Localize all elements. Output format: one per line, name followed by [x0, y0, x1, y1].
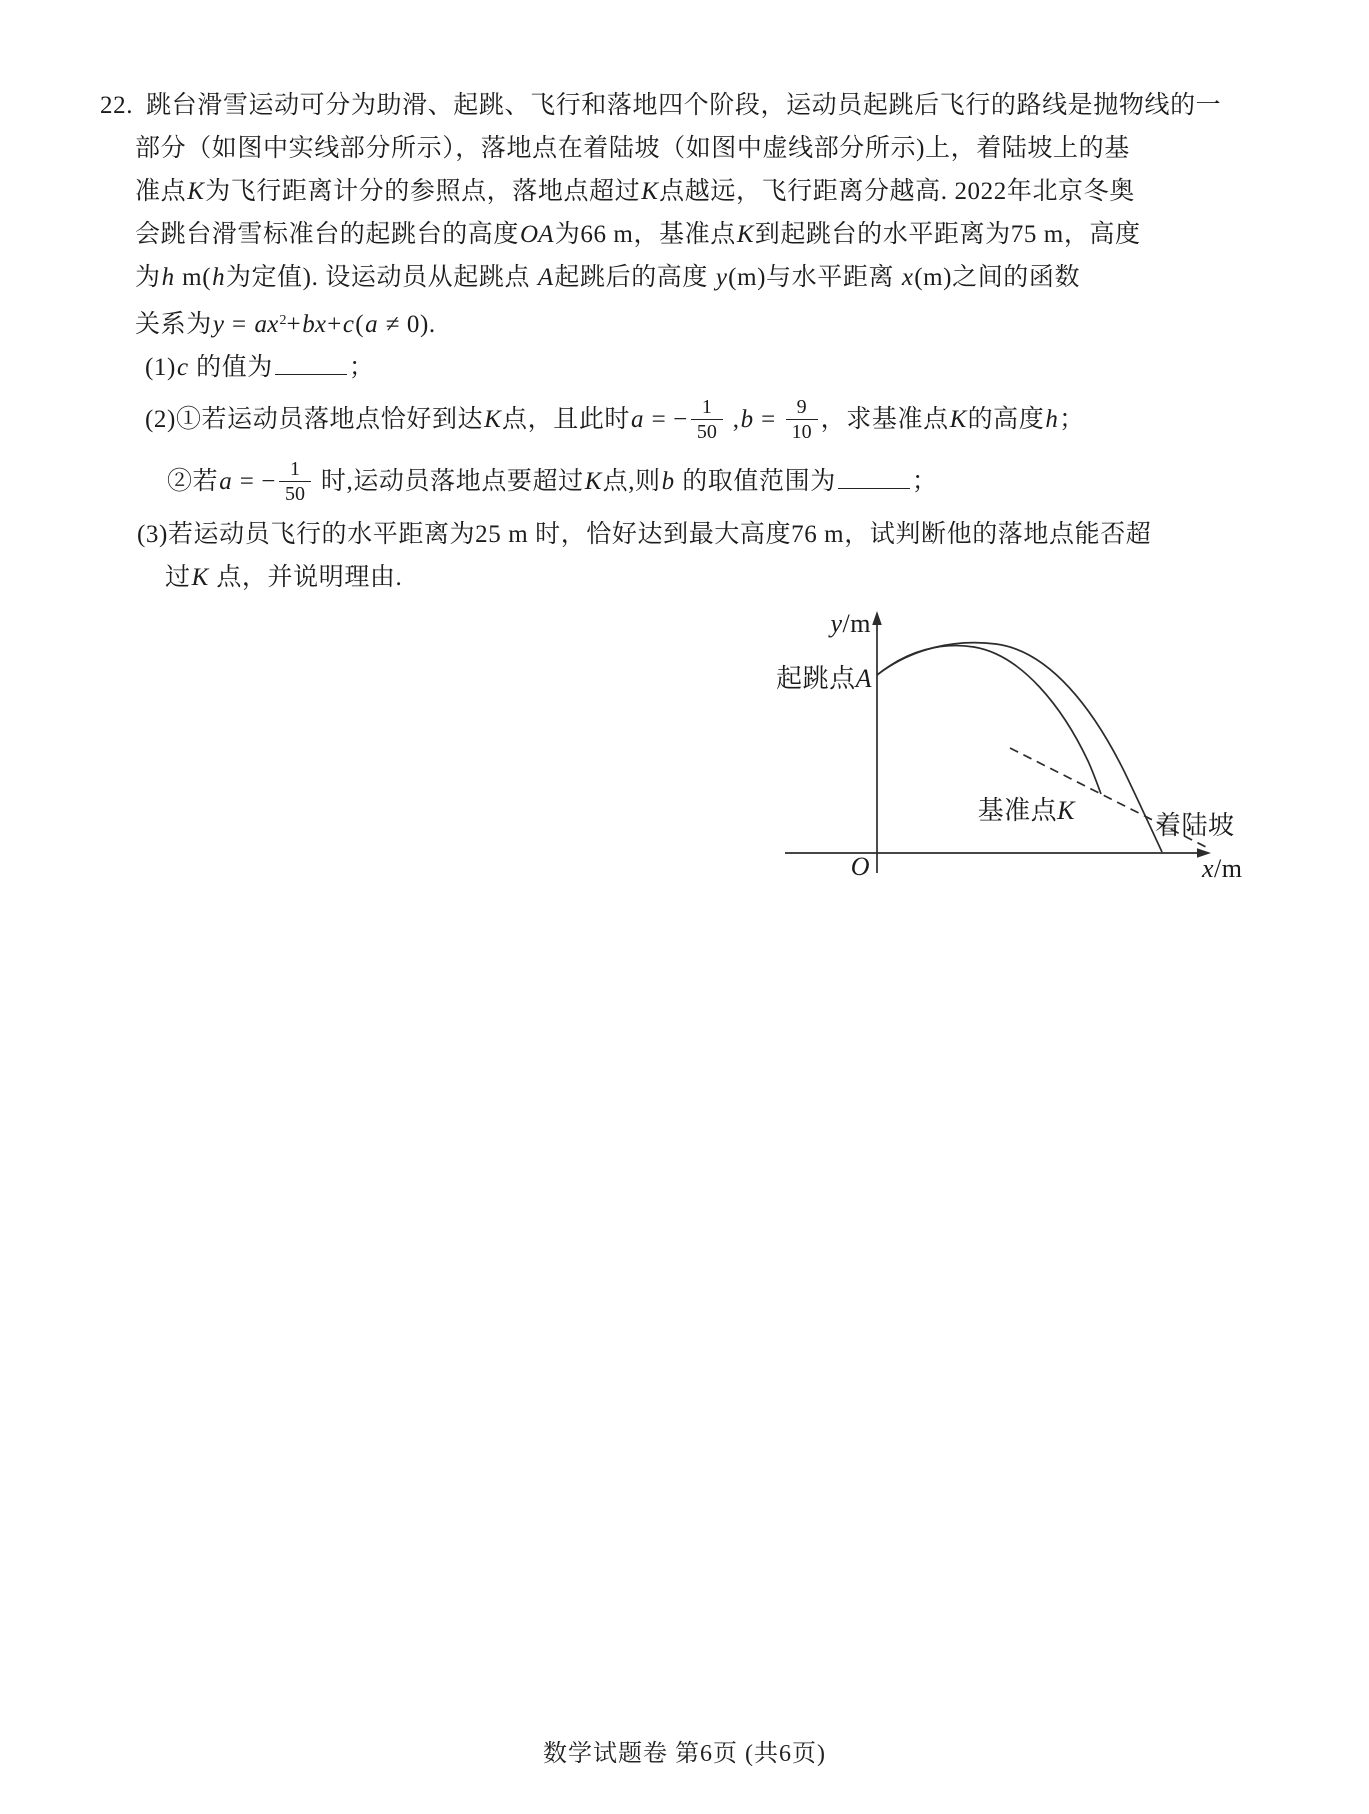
text-segment: , — [725, 406, 740, 433]
text-segment: ax — [254, 311, 279, 338]
text-segment: 的高度 — [967, 406, 1045, 433]
fraction: $\frac{1}{50}$ — [279, 458, 311, 505]
text-segment: ，求基准点 — [820, 406, 949, 433]
text-segment: 2 — [279, 313, 287, 328]
text-segment: 到起跳台的水平距离为75 m，高度 — [754, 221, 1141, 248]
question-22 — [100, 84, 1222, 599]
question-text — [100, 84, 1222, 599]
text-segment: 点，并说明理由. — [209, 564, 403, 591]
text-segment: ( — [355, 311, 365, 338]
text-segment: A — [537, 264, 554, 291]
text-segment: K — [187, 178, 205, 205]
text-segment: b — [661, 468, 675, 495]
text-segment: h — [161, 264, 175, 291]
question-line — [135, 170, 1195, 213]
text-segment: a — [631, 406, 644, 433]
question-line — [145, 389, 1195, 451]
question-line — [165, 556, 1195, 599]
text-segment: 为 — [135, 264, 161, 291]
text-segment: c — [176, 354, 189, 381]
text-segment: 跳台滑雪运动可分为助滑、起跳、飞行和落地四个阶段，运动员起跳后飞行的路线是抛物线的一 — [146, 92, 1222, 119]
text-segment: K — [949, 406, 967, 433]
text-segment: 为定值). 设运动员从起跳点 — [225, 264, 537, 291]
text-segment: ； — [911, 468, 938, 495]
question-line — [145, 346, 1195, 389]
text-segment: = − — [644, 406, 688, 433]
text-segment: 的取值范围为 — [675, 468, 836, 495]
text-segment: OA — [520, 221, 554, 248]
text-segment: = — [225, 311, 254, 338]
text-segment: (m)与水平距离 — [728, 264, 901, 291]
x-axis-label: x/m — [1202, 854, 1243, 883]
text-segment: 时,运动员落地点要超过 — [314, 468, 584, 495]
y-axis-arrow-icon — [872, 611, 882, 625]
page-footer: 数学试题卷 第6页 (共6页) — [543, 1741, 826, 1767]
question-line — [135, 127, 1195, 170]
text-segment: K — [736, 221, 754, 248]
question-number: 22. — [100, 92, 134, 119]
text-segment: + — [327, 311, 342, 338]
text-segment: m( — [175, 264, 212, 291]
question-line — [167, 451, 1195, 513]
slope-label: 着陆坡 — [1155, 811, 1235, 840]
question-line — [135, 299, 1195, 346]
y-axis-label: y/m — [830, 609, 871, 638]
text-segment: K — [641, 178, 659, 205]
text-segment: (2)①若运动员落地点恰好到达 — [145, 406, 484, 433]
text-segment: 为飞行距离计分的参照点，落地点超过 — [205, 178, 641, 205]
answer-blank — [275, 352, 347, 375]
fraction: $\frac{1}{50}$ — [691, 396, 723, 443]
text-segment: 过 — [165, 564, 191, 591]
question-line — [137, 513, 1195, 556]
text-segment: ≠ 0). — [378, 311, 436, 338]
text-segment: a — [365, 311, 378, 338]
trajectory-figure — [770, 598, 1270, 898]
text-segment: bx — [302, 311, 327, 338]
text-segment: b — [740, 406, 754, 433]
text-segment: 关系为 — [135, 311, 212, 338]
text-segment: ②若 — [167, 468, 219, 495]
text-segment: + — [286, 311, 302, 338]
answer-blank — [838, 466, 910, 489]
text-segment: a — [219, 468, 232, 495]
text-segment: h — [212, 264, 225, 291]
question-line — [135, 213, 1195, 256]
question-line — [135, 256, 1195, 299]
fraction: $\frac{9}{10}$ — [786, 396, 818, 443]
text-segment: y — [212, 311, 225, 338]
text-segment: = — [754, 406, 783, 433]
text-segment: ； — [1059, 406, 1085, 433]
text-segment: 会跳台滑雪标准台的起跳台的高度 — [135, 221, 520, 248]
base-point-label: 基准点K — [977, 796, 1075, 825]
text-segment: h — [1045, 406, 1059, 433]
text-segment: (3)若运动员飞行的水平距离为25 m 时，恰好达到最大高度76 m，试判断他的落地点能否超 — [137, 521, 1152, 548]
text-segment: K — [484, 406, 502, 433]
text-segment: K — [584, 468, 602, 495]
text-segment: 准点 — [135, 178, 187, 205]
flight-path-inner — [877, 646, 1101, 794]
text-segment: y — [715, 264, 728, 291]
jump-point-label: 起跳点A — [776, 664, 872, 693]
origin-label: O — [850, 852, 870, 881]
text-segment: K — [191, 564, 209, 591]
text-segment: 的值为 — [189, 354, 273, 381]
text-segment: 点,则 — [602, 468, 661, 495]
text-segment: (1) — [145, 354, 176, 381]
text-segment: 部分（如图中实线部分所示），落地点在着陆坡（如图中虚线部分所示)上，着陆坡上的基 — [135, 135, 1130, 162]
text-segment: x — [901, 264, 914, 291]
text-segment: 点，且此时 — [502, 406, 631, 433]
text-segment: 为66 m，基准点 — [554, 221, 736, 248]
text-segment: c — [342, 311, 355, 338]
text-segment: 点越远，飞行距离分越高. 2022年北京冬奥 — [659, 178, 1135, 205]
text-segment: (m)之间的函数 — [914, 264, 1081, 291]
text-segment: ； — [348, 354, 375, 381]
text-segment: 起跳后的高度 — [554, 264, 715, 291]
text-segment: = − — [232, 468, 277, 495]
question-line — [100, 84, 1222, 127]
